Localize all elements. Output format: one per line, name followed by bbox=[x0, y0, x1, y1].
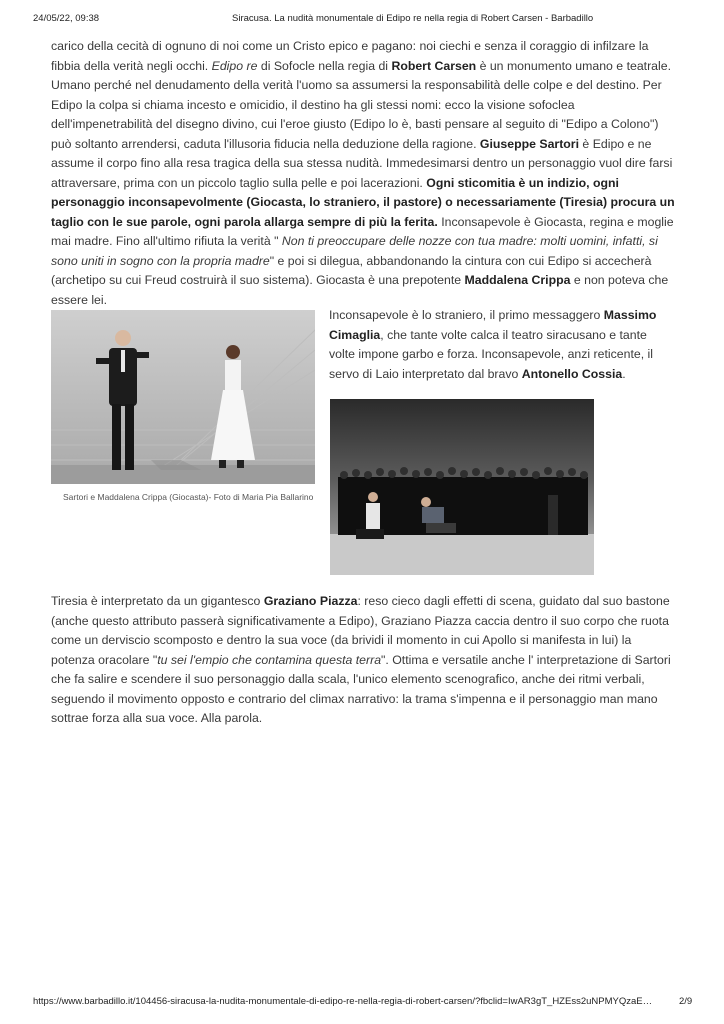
bold-name-cossia: Antonello Cossia bbox=[521, 366, 623, 381]
text-run: è un monumento umano e teatrale. Umano perché nel denudamento della verità l'uomo sa assumersi la responsabilità delle colpe e del destino. Per Edipo la colpa si chiama incesto e omicidio, il destino ha gli stessi nomi: ecco la visione sofoclea dell'impenetrabilità del disegno divino, cui l'eroe giusto (Edipo lo è, basti pensare al seguito di "Edipo a Colono") può soltanto arrendersi, caduta l'illusoria fiducia nella deduzione della ragione. bbox=[51, 58, 671, 151]
text-run: è Edipo e ne assume il corpo fino alla resa tragica della sua stessa nudità. Immedesimarsi dentro un personaggio vuol dire farsi attraversare, prima con un piccolo taglio sulla pelle e poi lacerazioni. bbox=[51, 136, 673, 190]
text-run: carico della cecità di ognuno di noi come un Cristo epico e pagano: noi ciechi e senza il coraggio di infilzare la fibbia della verità negli occhi. bbox=[51, 39, 649, 73]
text-run: " e poi si dilegua, abbandonando la cintura con cui Edipo si accecherà (archetipo su cui Freud costruirà il suo sistema). Giocasta è una prepotente bbox=[51, 253, 652, 287]
bold-name-piazza: Graziano Piazza bbox=[263, 594, 358, 608]
print-page-number: 2/9 bbox=[679, 996, 693, 1007]
text-run: Inconsapevole è Giocasta, regina e moglie mai madre. Fino all'ultimo rifiuta la verità " bbox=[51, 214, 674, 248]
article-paragraph-2 bbox=[329, 306, 676, 384]
italic-quote: Non ti preoccupare delle nozze con tua madre: molti uomini, infatti, si sono uniti in sogno con la propria madre bbox=[51, 234, 658, 268]
text-run: ". Ottima e versatile anche l' interpretazione di Sartori che fa salire e scendere il suo personaggio dalla scala, l'unico elemento scenografico, anche dei ritmi verbali, seguendo il movimento opposto e contrario del climax narrativo: la trama s'impenna e il personaggio man mano sottrae forza alla sua voce. Alla parola. bbox=[51, 652, 671, 725]
text-run: Inconsapevole è lo straniero, il primo messaggero bbox=[329, 308, 604, 322]
photo-caption: Sartori e Maddalena Crippa (Giocasta)- Foto di Maria Pia Ballarino bbox=[63, 492, 314, 502]
print-datetime: 24/05/22, 09:38 bbox=[33, 13, 100, 24]
stage-photo-chorus bbox=[330, 399, 594, 575]
bold-sentence: Ogni sticomitia è un indizio, ogni personaggio inconsapevolmente (Giocasta, lo straniero, il pastore) o necessariamente (Tiresia) procura un taglio con le sue parole, ogni parola allarga sempre di più la ferita. bbox=[51, 175, 675, 229]
italic-quote: tu sei l'empio che contamina questa terra bbox=[157, 652, 382, 667]
stage-photo-sartori-crippa bbox=[51, 310, 315, 484]
text-run: , che tante volte calca il teatro siracusano e tante volte impone garbo e forza. Inconsapevole, anzi reticente, il servo di Laio interpretato dal bravo bbox=[329, 327, 654, 381]
print-page-url: https://www.barbadillo.it/104456-siracusa-la-nudita-monumentale-di-edipo-re-nella-regia-di-robert-carsen/?fbclid=IwAR3gT_HZEss2uNPMYQzaE… bbox=[33, 996, 653, 1007]
article-paragraph-3 bbox=[51, 592, 676, 729]
text-run: e non poteva che essere lei. bbox=[51, 273, 669, 307]
print-page-title: Siracusa. La nudità monumentale di Edipo re nella regia di Robert Carsen - Barbadillo bbox=[232, 13, 594, 24]
italic-run: Edipo re bbox=[211, 58, 258, 73]
text-run: : reso cieco dagli effetti di scena, guidato dal suo bastone (anche questo attributo passerà significativamente a Edipo), Graziano Piazza caccia dentro il suo corpo che ruota come un derviscio scomposto e dentro la sua voce (da brividi il momento in cui Apollo si manifesta in lui) la potenza oracolare " bbox=[51, 594, 670, 667]
text-run: Tiresia è interpretato da un gigantesco bbox=[51, 594, 264, 608]
article-paragraph-1 bbox=[51, 37, 676, 310]
bold-name-carsen: Robert Carsen bbox=[391, 58, 477, 73]
text-run: . bbox=[622, 366, 626, 381]
bold-name-sartori: Giuseppe Sartori bbox=[479, 136, 580, 151]
bold-name-crippa: Maddalena Crippa bbox=[464, 273, 571, 287]
text-run: di Sofocle nella regia di bbox=[257, 58, 392, 73]
bold-name-cimaglia: Massimo Cimaglia bbox=[329, 308, 657, 342]
